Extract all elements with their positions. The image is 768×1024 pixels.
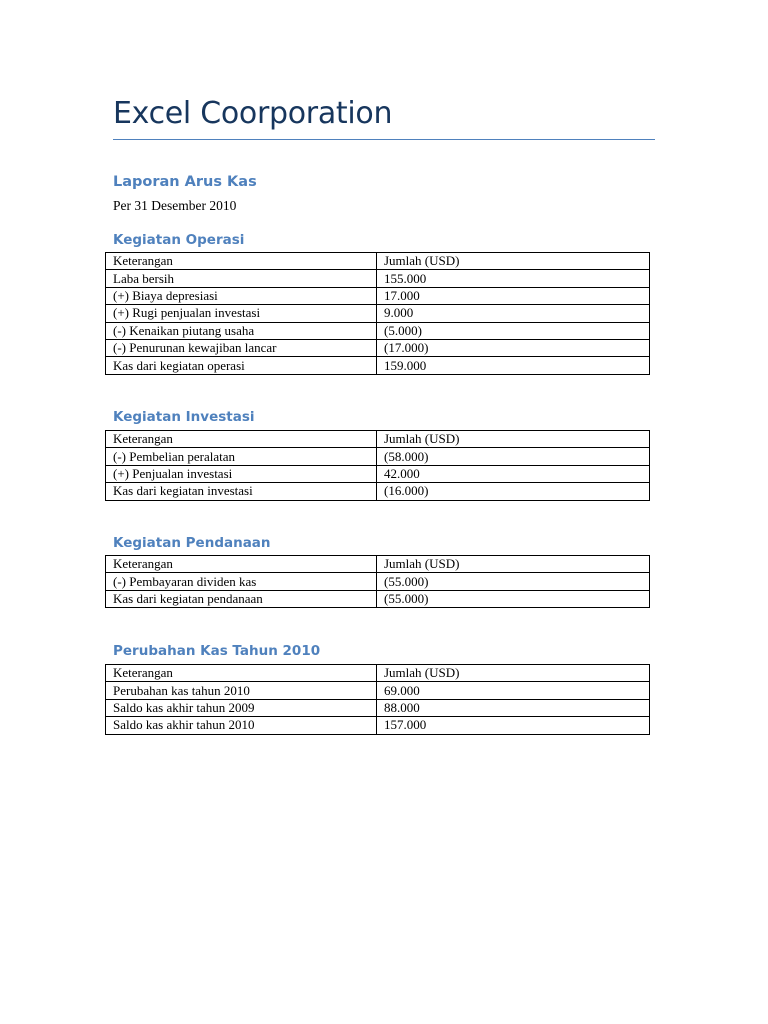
table-row	[106, 573, 650, 590]
table-row	[106, 448, 650, 465]
cell-keterangan: (+) Biaya depresiasi	[106, 287, 377, 304]
header-cell-keterangan: Keterangan	[106, 253, 377, 270]
table-row	[106, 287, 650, 304]
header-cell-keterangan: Keterangan	[106, 556, 377, 573]
table-header-row	[106, 665, 650, 682]
cell-jumlah: 157.000	[377, 717, 650, 734]
cell-jumlah: (58.000)	[377, 448, 650, 465]
header-cell-keterangan: Keterangan	[106, 431, 377, 448]
cell-jumlah: 17.000	[377, 287, 650, 304]
cell-keterangan: (+) Rugi penjualan investasi	[106, 305, 377, 322]
header-cell-keterangan: Keterangan	[106, 665, 377, 682]
cell-jumlah: 42.000	[377, 465, 650, 482]
section-heading-investasi: Kegiatan Investasi	[113, 409, 255, 425]
table-row	[106, 305, 650, 322]
cell-jumlah: 155.000	[377, 270, 650, 287]
table-row	[106, 699, 650, 716]
document-title: Excel Coorporation	[113, 96, 393, 131]
table-kegiatan-investasi	[105, 430, 650, 501]
cell-keterangan: Laba bersih	[106, 270, 377, 287]
title-underline-rule	[113, 139, 655, 140]
section-heading-pendanaan: Kegiatan Pendanaan	[113, 535, 271, 551]
cell-keterangan: (-) Penurunan kewajiban lancar	[106, 339, 377, 356]
cell-jumlah: 159.000	[377, 357, 650, 374]
table-row	[106, 270, 650, 287]
cell-keterangan: Kas dari kegiatan investasi	[106, 483, 377, 500]
table-row	[106, 590, 650, 607]
table-kegiatan-pendanaan	[105, 555, 650, 608]
header-cell-jumlah: Jumlah (USD)	[377, 665, 650, 682]
table-row	[106, 717, 650, 734]
table-row	[106, 483, 650, 500]
report-title: Laporan Arus Kas	[113, 174, 257, 190]
cell-jumlah: (17.000)	[377, 339, 650, 356]
cell-jumlah: (55.000)	[377, 573, 650, 590]
table-row	[106, 357, 650, 374]
table-perubahan-kas	[105, 664, 650, 735]
cell-keterangan: Kas dari kegiatan pendanaan	[106, 590, 377, 607]
table-row	[106, 465, 650, 482]
section-heading-operasi: Kegiatan Operasi	[113, 232, 245, 248]
cell-keterangan: Perubahan kas tahun 2010	[106, 682, 377, 699]
header-cell-jumlah: Jumlah (USD)	[377, 253, 650, 270]
report-date: Per 31 Desember 2010	[113, 198, 237, 213]
cell-jumlah: 69.000	[377, 682, 650, 699]
cell-keterangan: (+) Penjualan investasi	[106, 465, 377, 482]
cell-jumlah: 9.000	[377, 305, 650, 322]
table-row	[106, 322, 650, 339]
header-cell-jumlah: Jumlah (USD)	[377, 431, 650, 448]
cell-jumlah: (5.000)	[377, 322, 650, 339]
table-kegiatan-operasi	[105, 252, 650, 375]
table-header-row	[106, 431, 650, 448]
table-row	[106, 682, 650, 699]
cell-keterangan: (-) Pembelian peralatan	[106, 448, 377, 465]
cell-jumlah: (55.000)	[377, 590, 650, 607]
cell-jumlah: (16.000)	[377, 483, 650, 500]
cell-keterangan: Saldo kas akhir tahun 2009	[106, 699, 377, 716]
table-header-row	[106, 556, 650, 573]
cell-keterangan: (-) Pembayaran dividen kas	[106, 573, 377, 590]
section-heading-perubahan-kas: Perubahan Kas Tahun 2010	[113, 643, 321, 659]
cell-jumlah: 88.000	[377, 699, 650, 716]
cell-keterangan: Saldo kas akhir tahun 2010	[106, 717, 377, 734]
cell-keterangan: (-) Kenaikan piutang usaha	[106, 322, 377, 339]
table-row	[106, 339, 650, 356]
header-cell-jumlah: Jumlah (USD)	[377, 556, 650, 573]
table-header-row	[106, 253, 650, 270]
cell-keterangan: Kas dari kegiatan operasi	[106, 357, 377, 374]
